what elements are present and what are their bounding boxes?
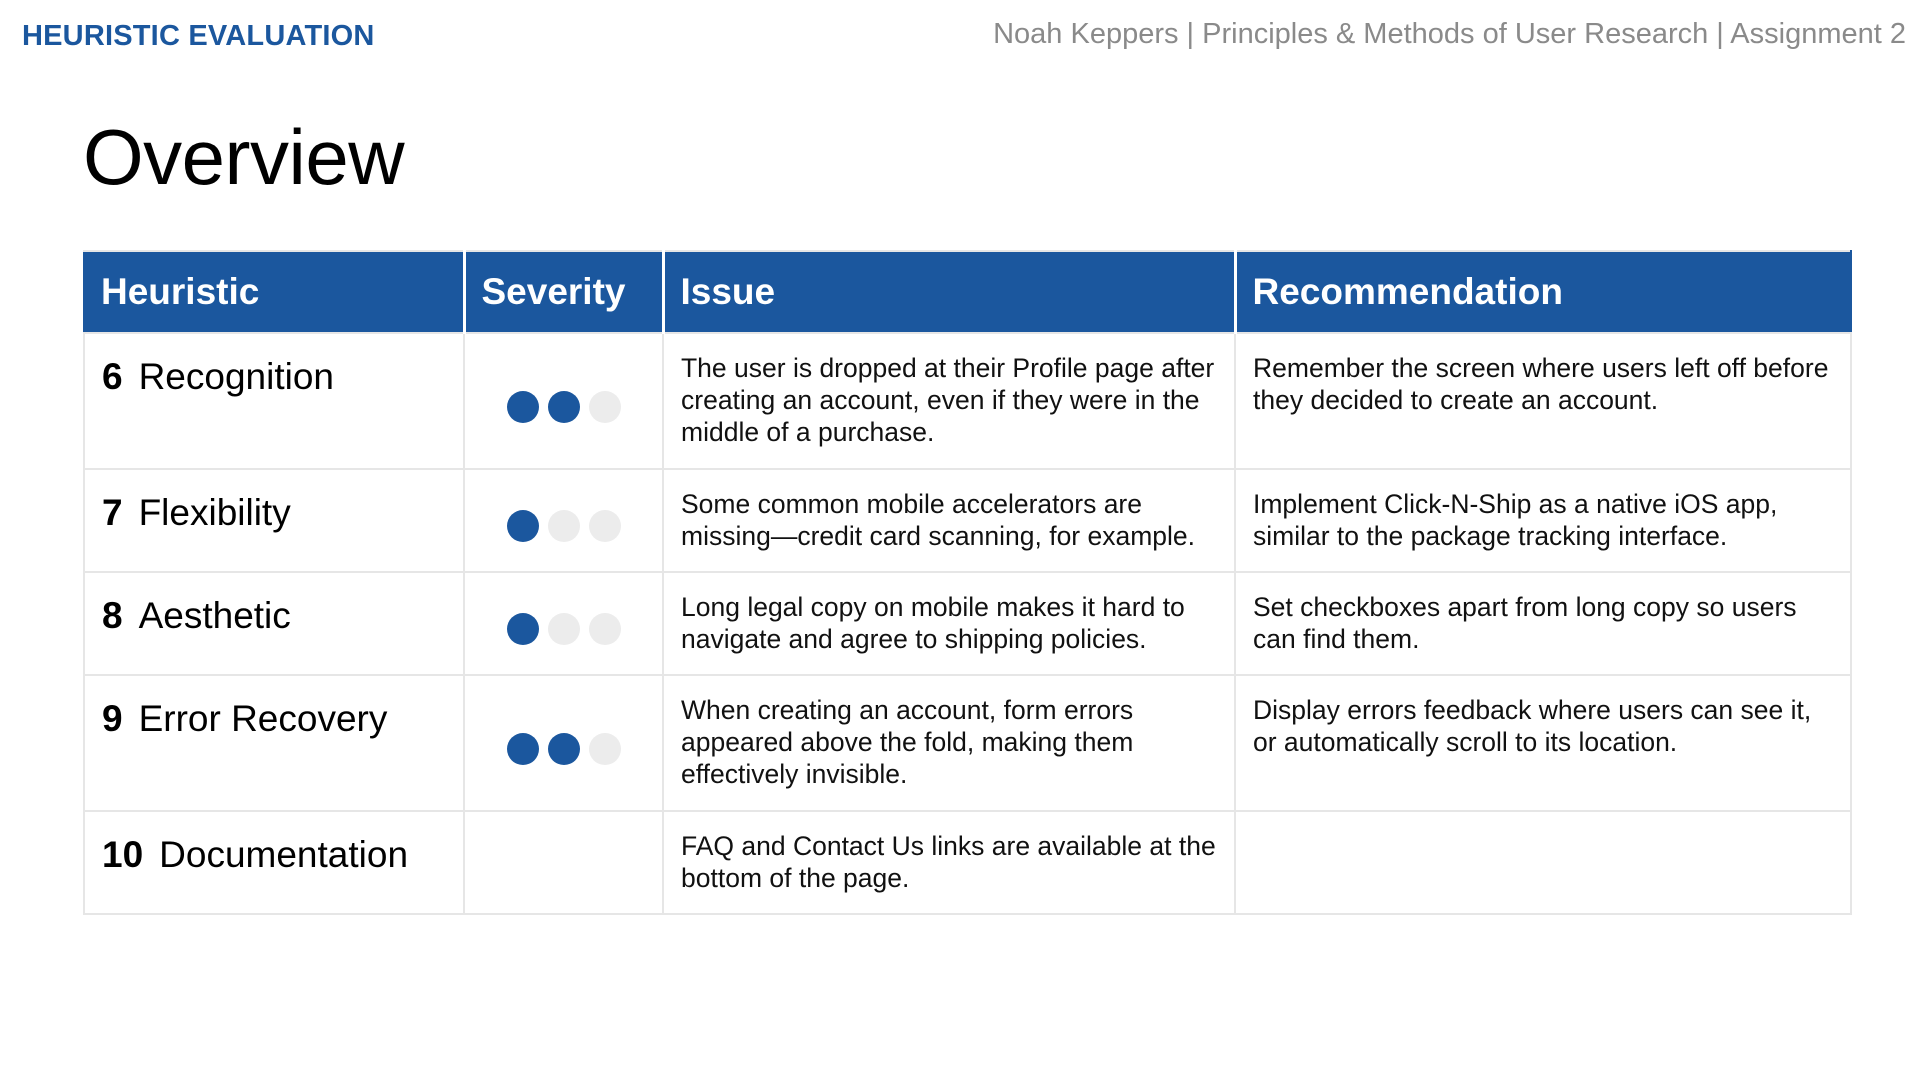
heuristic-cell (84, 469, 464, 572)
severity-dot-filled (548, 733, 580, 765)
recommendation-text: Display errors feedback where users can see it, or automatically scroll to its location. (1253, 695, 1812, 757)
section-label: HEURISTIC EVALUATION (22, 20, 375, 52)
recommendation-cell (1235, 572, 1851, 675)
heuristic-name: Flexibility (138, 492, 291, 533)
heuristic-number: 10 (102, 834, 144, 875)
table-row (84, 811, 1851, 914)
issue-text: When creating an account, form errors appeared above the fold, making them effectively invisible. (681, 695, 1134, 789)
severity-rating (507, 613, 621, 645)
issue-text: The user is dropped at their Profile page after creating an account, even if they were in the middle of a purchase. (681, 353, 1215, 447)
column-header-issue: Issue (663, 251, 1235, 333)
severity-rating (507, 391, 621, 423)
heuristic-name: Recognition (138, 356, 334, 397)
severity-dot-empty (548, 613, 580, 645)
heuristic-name: Documentation (159, 834, 409, 875)
heuristic-cell (84, 675, 464, 811)
recommendation-text: Remember the screen where users left off before they decided to create an account. (1253, 353, 1829, 415)
severity-dot-filled (507, 510, 539, 542)
heuristic-cell (84, 811, 464, 914)
recommendation-cell (1235, 333, 1851, 469)
heuristic-number: 8 (102, 595, 123, 636)
severity-cell (464, 333, 663, 469)
severity-dot-filled (548, 391, 580, 423)
severity-dot-empty (589, 391, 621, 423)
table-row (84, 469, 1851, 572)
issue-cell (663, 811, 1235, 914)
issue-text: FAQ and Contact Us links are available at the bottom of the page. (681, 831, 1216, 893)
heuristic-number: 7 (102, 492, 123, 533)
heuristic-number: 9 (102, 698, 123, 739)
recommendation-text (1253, 812, 1833, 830)
table-row (84, 333, 1851, 469)
severity-dot-empty (589, 613, 621, 645)
recommendation-cell (1235, 811, 1851, 914)
page-title: Overview (83, 113, 405, 201)
severity-dot-filled (507, 733, 539, 765)
heuristic-cell (84, 333, 464, 469)
severity-rating (507, 733, 621, 765)
byline: Noah Keppers | Principles & Methods of User Research | Assignment 2 (993, 18, 1906, 50)
column-header-severity: Severity (464, 251, 663, 333)
recommendation-cell (1235, 675, 1851, 811)
severity-dot-filled (507, 391, 539, 423)
severity-cell (464, 469, 663, 572)
severity-dot-empty (589, 510, 621, 542)
issue-cell (663, 333, 1235, 469)
table-header-row (84, 251, 1851, 333)
issue-cell (663, 572, 1235, 675)
severity-dot-empty (548, 510, 580, 542)
severity-dot-empty (589, 733, 621, 765)
recommendation-text: Set checkboxes apart from long copy so users can find them. (1253, 592, 1797, 654)
recommendation-text: Implement Click-N-Ship as a native iOS app, similar to the package tracking interface. (1253, 489, 1778, 551)
severity-cell (464, 675, 663, 811)
severity-rating (507, 510, 621, 542)
severity-dot-filled (507, 613, 539, 645)
heuristic-name: Error Recovery (138, 698, 388, 739)
heuristic-number: 6 (102, 356, 123, 397)
heuristic-cell (84, 572, 464, 675)
severity-cell (464, 572, 663, 675)
issue-text: Long legal copy on mobile makes it hard to navigate and agree to shipping policies. (681, 592, 1185, 654)
column-header-heuristic: Heuristic (84, 251, 464, 333)
severity-cell (464, 811, 663, 914)
column-header-recommendation: Recommendation (1235, 251, 1851, 333)
heuristic-table (83, 250, 1852, 915)
heuristic-name: Aesthetic (138, 595, 291, 636)
table-row (84, 572, 1851, 675)
issue-cell (663, 469, 1235, 572)
recommendation-cell (1235, 469, 1851, 572)
table-row (84, 675, 1851, 811)
issue-text: Some common mobile accelerators are missing—credit card scanning, for example. (681, 489, 1196, 551)
issue-cell (663, 675, 1235, 811)
